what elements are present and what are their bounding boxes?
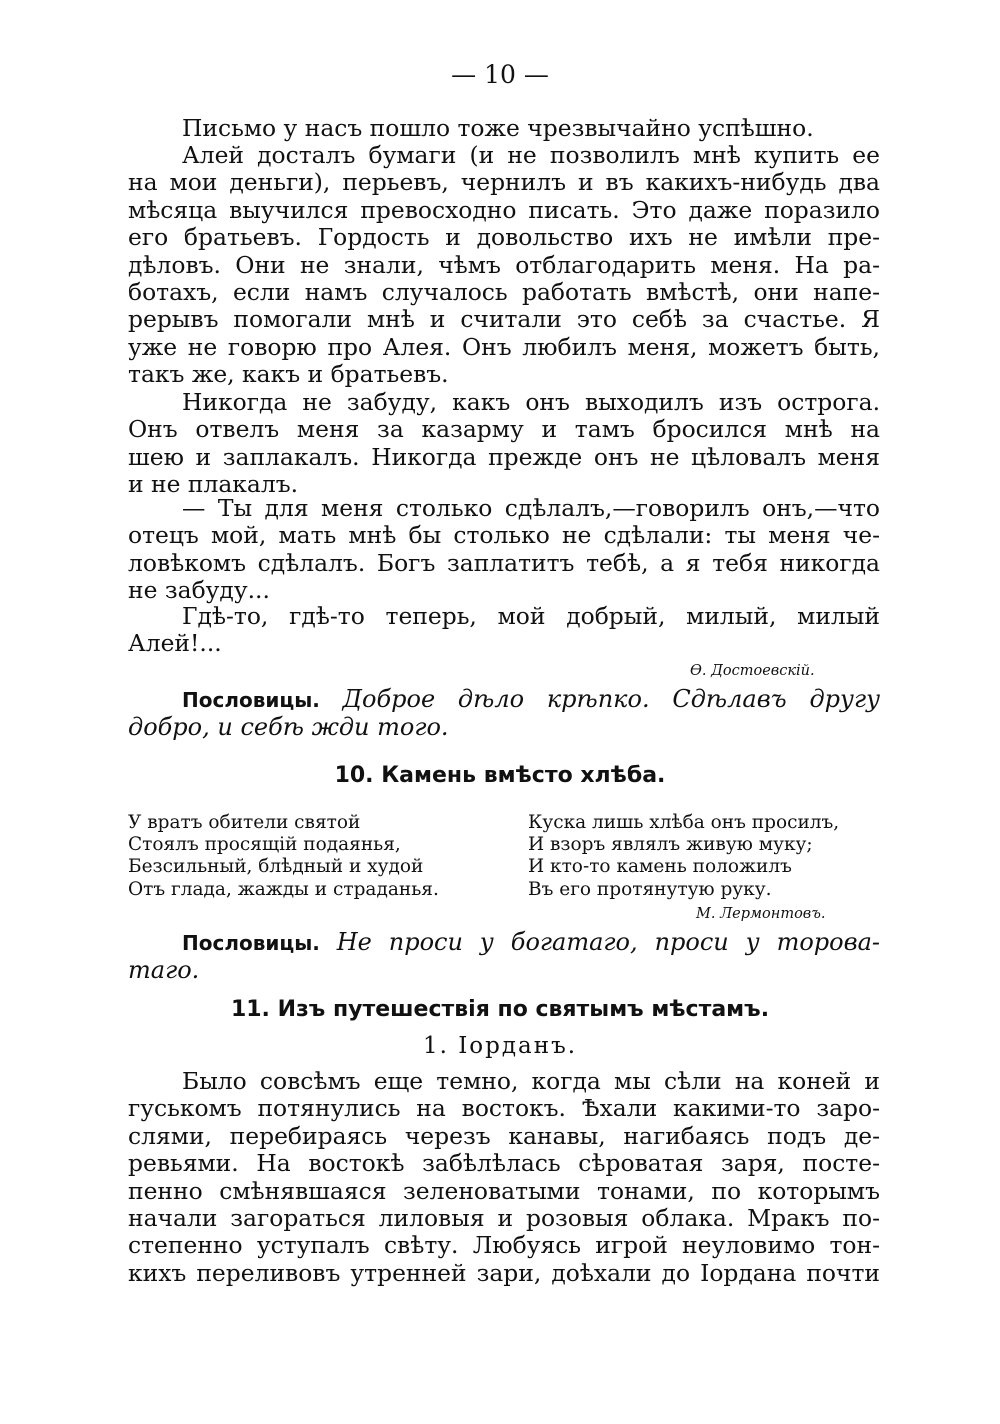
proverb-text: Не проси у богатаго, проси у торова- bbox=[336, 928, 880, 956]
text-line: Алей!... bbox=[128, 629, 222, 658]
poem-line: У вратъ обители святой bbox=[128, 812, 361, 833]
paragraph-6 bbox=[128, 1068, 880, 1287]
section-heading: 11. Изъ путешествія по святымъ мѣстамъ. bbox=[230, 997, 770, 1022]
poem-column-left bbox=[128, 812, 439, 901]
author-signature: Ѳ. Достоевскій. bbox=[690, 663, 815, 679]
text-line: Алей досталъ бумаги (и не позволилъ мнѣ купить ее bbox=[182, 141, 880, 169]
text-line: рерывъ помогали мнѣ и считали это себѣ за счастье. Я bbox=[128, 305, 880, 334]
text-line: Онъ отвелъ меня за казарму и тамъ бросился мнѣ на bbox=[128, 415, 880, 444]
proverb-text: добро, и себѣ жди того. bbox=[128, 713, 449, 742]
text-line: его братьевъ. Гордость и довольство ихъ не имѣли пре- bbox=[128, 223, 880, 252]
text-line: ловѣкомъ сдѣлалъ. Богъ заплатитъ тебѣ, а я тебя никогда bbox=[128, 548, 880, 577]
poem-line: И взоръ являлъ живую муку; bbox=[528, 834, 813, 856]
paragraph-4 bbox=[128, 495, 880, 605]
text-line: и не плакалъ. bbox=[128, 470, 299, 499]
text-line: ревьями. На востокѣ забѣлѣлась сѣроватая заря, посте- bbox=[128, 1149, 880, 1178]
page-number: — 10 — bbox=[451, 60, 549, 89]
author-signature: М. Лермонтовъ. bbox=[696, 906, 826, 922]
text-line: Письмо у насъ пошло тоже чрезвычайно успѣшно. bbox=[182, 114, 814, 142]
text-line: такъ же, какъ и братьевъ. bbox=[128, 360, 449, 389]
paragraph-2 bbox=[128, 142, 880, 389]
text-line: слями, перебираясь черезъ канавы, нагибаясь подъ де- bbox=[128, 1121, 880, 1150]
proverbs-label: Пословицы. bbox=[182, 931, 320, 955]
proverb-line bbox=[128, 929, 880, 957]
text-line: пенно смѣнявшаяся зеленоватыми тонами, по которымъ bbox=[128, 1176, 880, 1205]
proverb-text: таго. bbox=[128, 956, 200, 985]
text-line: мѣсяца выучился превосходно писать. Это даже поразило bbox=[128, 195, 880, 224]
proverbs-2 bbox=[128, 929, 880, 985]
paragraph-5 bbox=[128, 603, 880, 658]
proverb-line bbox=[128, 686, 880, 714]
proverb-text: Доброе дѣло крѣпко. Сдѣлавъ другу bbox=[342, 685, 881, 713]
text-line: Никогда не забуду, какъ онъ выходилъ изъ острога. bbox=[182, 388, 880, 416]
text-line: уже не говорю про Алея. Онъ любилъ меня, можетъ быть, bbox=[128, 332, 880, 361]
poem-line: Отъ глада, жажды и страданья. bbox=[128, 878, 439, 900]
text-line: дѣловъ. Они не знали, чѣмъ отблагодарить меня. На ра- bbox=[128, 250, 880, 279]
text-line: — Ты для меня столько сдѣлалъ,—говорилъ онъ,—что bbox=[182, 494, 880, 522]
text-line: шею и заплакалъ. Никогда прежде онъ не цѣловалъ меня bbox=[128, 442, 880, 471]
text-line: начали загораться лиловыя и розовыя облака. Мракъ по- bbox=[128, 1204, 880, 1233]
section-subheading: 1. Іорданъ. bbox=[422, 1033, 578, 1059]
poem-line: И кто-то камень положилъ bbox=[528, 856, 792, 878]
text-line: гуськомъ потянулись на востокъ. Ѣхали какими-то заро- bbox=[128, 1094, 880, 1123]
poem-line: Стоялъ просящій подаянья, bbox=[128, 834, 401, 856]
text-line: ботахъ, если намъ случалось работать вмѣстѣ, они напе- bbox=[128, 278, 880, 307]
text-line: Было совсѣмъ еще темно, когда мы сѣли на коней и bbox=[182, 1067, 880, 1095]
section-heading: 10. Камень вмѣсто хлѣба. bbox=[334, 763, 666, 788]
proverbs-label: Пословицы. bbox=[182, 688, 320, 712]
text-line: Гдѣ-то, гдѣ-то теперь, мой добрый, милый, милый bbox=[182, 602, 880, 630]
poem-line: Безсильный, блѣдный и худой bbox=[128, 856, 424, 878]
proverbs-1 bbox=[128, 686, 880, 742]
paragraph-3 bbox=[128, 389, 880, 499]
poem-column-right bbox=[528, 812, 839, 901]
paragraph-1 bbox=[128, 115, 880, 142]
text-line: не забуду... bbox=[128, 576, 270, 605]
poem-line: Въ его протянутую руку. bbox=[528, 878, 772, 900]
text-line: отецъ мой, мать мнѣ бы столько не сдѣлали: ты меня че- bbox=[128, 521, 880, 550]
poem-line: Куска лишь хлѣба онъ просилъ, bbox=[528, 812, 840, 833]
text-line: степенно уступалъ свѣту. Любуясь игрой неуловимо тон- bbox=[128, 1231, 880, 1260]
text-line: кихъ переливовъ утренней зари, доѣхали до Іордана почти bbox=[128, 1258, 880, 1287]
text-line: на мои деньги), перьевъ, чернилъ и въ какихъ-нибудь два bbox=[128, 168, 880, 197]
